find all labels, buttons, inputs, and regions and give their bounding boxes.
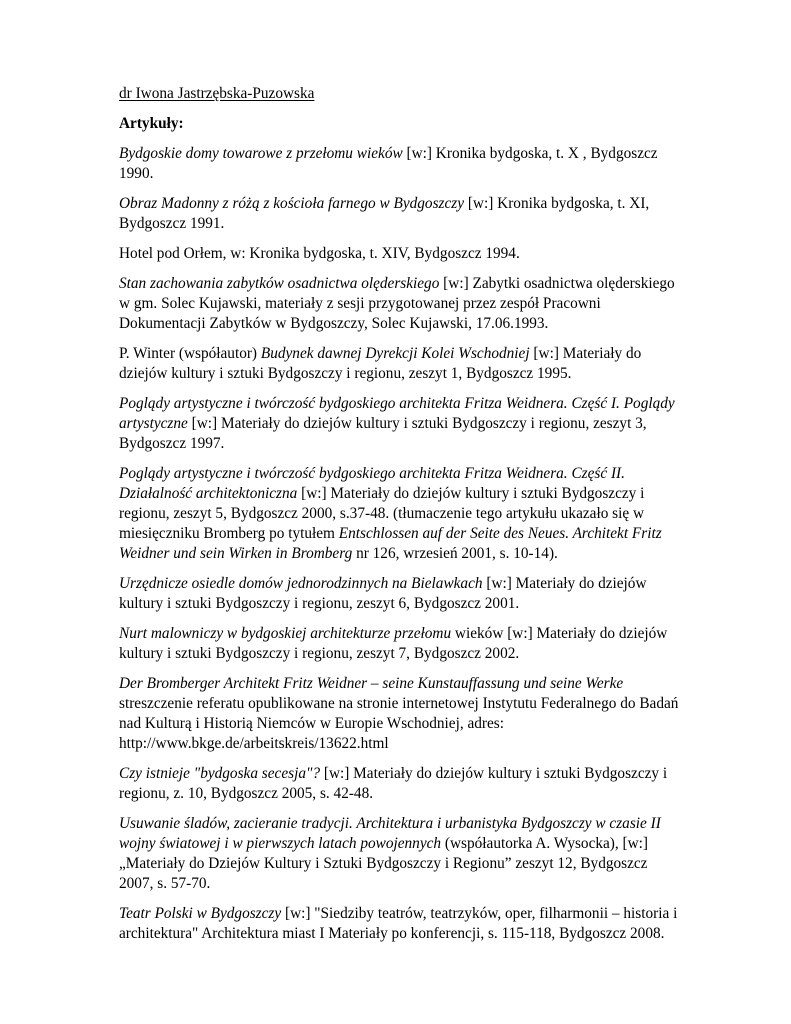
article-entry [119, 194, 679, 234]
article-entry [119, 574, 679, 614]
article-details: streszczenie referatu opublikowane na stronie internetowej Instytutu Federalnego do Badań nad Kulturą i Historią Niemców w Europie Wschodniej, adres: http://www.bkge.de/arbeitskreis/13622.html [119, 695, 679, 752]
article-entry [119, 394, 679, 454]
article-title: Usuwanie śladów, zacieranie tradycji. Architektura i urbanistyka Bydgoszczy w czasie II wojny światowej i w pierwszych latach powojennych [119, 815, 661, 852]
article-title: Stan zachowania zabytków osadnictwa olęderskiego [119, 275, 440, 292]
article-entry [119, 624, 679, 664]
article-title: Nurt malowniczy w bydgoskiej architekturze przełomu [119, 625, 452, 642]
article-entry [119, 144, 679, 184]
article-details: [w:] Kronika bydgoska, t. X , Bydgoszcz 1990. [119, 145, 658, 182]
article-title: Czy istnieje "bydgoska secesja"? [119, 765, 321, 782]
article-details: [w:] Materiały do dziejów kultury i sztuki Bydgoszczy i regionu, z. 10, Bydgoszcz 2005, s. 42-48. [119, 765, 668, 802]
article-entry [119, 464, 679, 564]
article-title: Budynek dawnej Dyrekcji Kolei Wschodniej [260, 345, 530, 362]
author-name: dr Iwona Jastrzębska-Puzowska [119, 85, 315, 102]
article-details: [w:] Zabytki osadnictwa olęderskiego w gm. Solec Kujawski, materiały z sesji przygotowanej przez zespół Pracowni Dokumentacji Zabytków w Bydgoszczy, Solec Kujawski, 17.06.1993. [119, 275, 675, 332]
article-title: Entschlossen auf der Seite des Neues. Architekt Fritz Weidner und sein Wirken in Bromberg [119, 525, 662, 562]
article-title: Bydgoskie domy towarowe z przełomu wieków [119, 145, 403, 162]
article-entry [119, 344, 679, 384]
article-title: Poglądy artystyczne i twórczość bydgoskiego architekta Fritza Weidnera. Część II. Działalność architektoniczna [119, 465, 625, 502]
article-details: P. Winter (współautor) [119, 345, 261, 362]
article-entry [119, 814, 679, 894]
article-entry [119, 674, 679, 754]
article-details: [w:] Materiały do dziejów kultury i sztuki Bydgoszczy i regionu, zeszyt 1, Bydgoszcz 1995. [119, 345, 642, 382]
article-entry [119, 904, 679, 944]
article-title: Urzędnicze osiedle domów jednorodzinnych na Bielawkach [119, 575, 483, 592]
article-title: Der Bromberger Architekt Fritz Weidner – seine Kunstauffassung und seine Werke [119, 675, 624, 692]
article-details: [w:] Materiały do dziejów kultury i sztuki Bydgoszczy i regionu, zeszyt 5, Bydgoszcz 2000, s.37-48. (tłumaczenie tego artykułu ukazało się w miesięczniku Bromberg po tytułem [119, 485, 645, 542]
article-details: nr 126, wrzesień 2001, s. 10-14). [352, 545, 558, 562]
article-entry [119, 764, 679, 804]
document-content [119, 84, 679, 954]
article-details: (współautorka A. Wysocka), [w:] „Materiały do Dziejów Kultury i Sztuki Bydgoszczy i Regionu” zeszyt 12, Bydgoszcz 2007, s. 57-70. [119, 835, 649, 892]
article-title: Poglądy artystyczne i twórczość bydgoskiego architekta Fritza Weidnera. Część I. Poglądy artystyczne [119, 395, 675, 432]
article-details: [w:] "Siedziby teatrów, teatrzyków, oper, filharmonii – historia i architektura" Architektura miast I Materiały po konferencji, s. 115-118, Bydgoszcz 2008. [119, 905, 678, 942]
article-title: Teatr Polski w Bydgoszczy [119, 905, 282, 922]
article-details: [w:] Materiały do dziejów kultury i sztuki Bydgoszczy i regionu, zeszyt 6, Bydgoszcz 2001. [119, 575, 647, 612]
article-details: [w:] Materiały do dziejów kultury i sztuki Bydgoszczy i regionu, zeszyt 3, Bydgoszcz 1997. [119, 415, 647, 452]
article-entry [119, 244, 679, 264]
article-details: wieków [w:] Materiały do dziejów kultury i sztuki Bydgoszczy i regionu, zeszyt 7, Bydgoszcz 2002. [119, 625, 668, 662]
article-details: Hotel pod Orłem, w: Kronika bydgoska, t. XIV, Bydgoszcz 1994. [119, 245, 520, 262]
articles-list [119, 144, 679, 944]
article-entry [119, 274, 679, 334]
article-details: [w:] Kronika bydgoska, t. XI, Bydgoszcz 1991. [119, 195, 650, 232]
section-heading: Artykuły: [119, 115, 184, 132]
article-title: Obraz Madonny z różą z kościoła farnego w Bydgoszczy [119, 195, 465, 212]
